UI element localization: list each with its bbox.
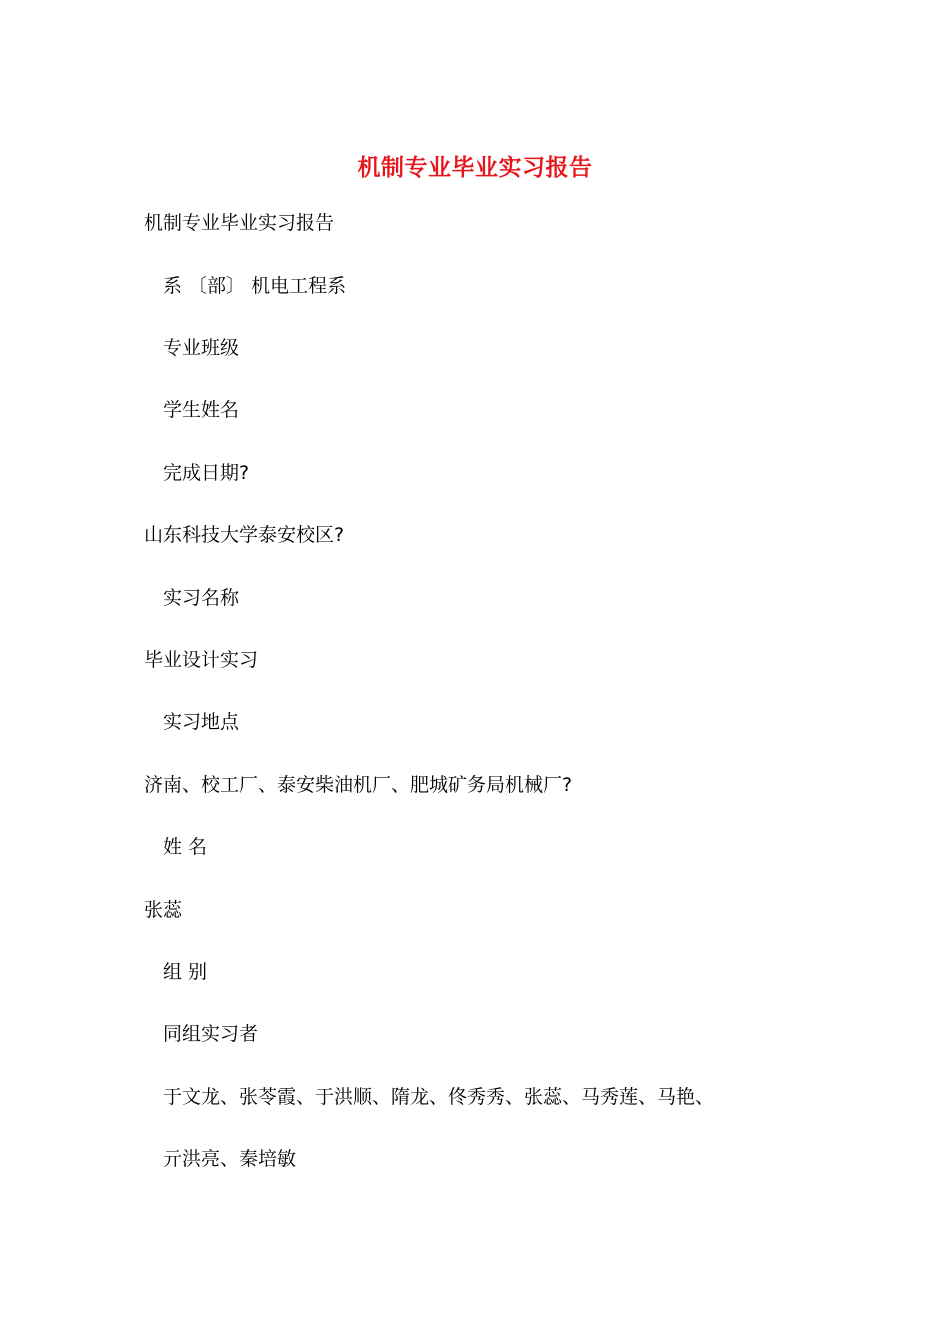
- department-line: 系 〔部〕 机电工程系: [163, 275, 347, 297]
- internship-name-value: 毕业设计实习: [144, 649, 259, 671]
- internship-location-value: 济南、校工厂、泰安柴油机厂、肥城矿务局机械厂?: [144, 774, 573, 796]
- name-value: 张蕊: [144, 899, 183, 921]
- group-members-line-1: 于文龙、张苓霞、于洪顺、隋龙、佟秀秀、张蕊、马秀莲、马艳、: [163, 1086, 715, 1108]
- student-name-label: 学生姓名: [163, 399, 240, 421]
- class-label: 专业班级: [163, 337, 240, 359]
- report-heading-line: 机制专业毕业实习报告: [144, 212, 335, 234]
- group-label: 组 别: [163, 961, 208, 983]
- university-line: 山东科技大学泰安校区?: [144, 524, 345, 546]
- group-members-label: 同组实习者: [163, 1023, 259, 1045]
- internship-name-label: 实习名称: [163, 587, 240, 609]
- internship-location-label: 实习地点: [163, 711, 240, 733]
- completion-date-label: 完成日期?: [163, 462, 250, 484]
- document-title: 机制专业毕业实习报告: [357, 154, 593, 181]
- group-members-line-2: 亓洪亮、秦培敏: [163, 1148, 297, 1170]
- name-label: 姓 名: [163, 836, 208, 858]
